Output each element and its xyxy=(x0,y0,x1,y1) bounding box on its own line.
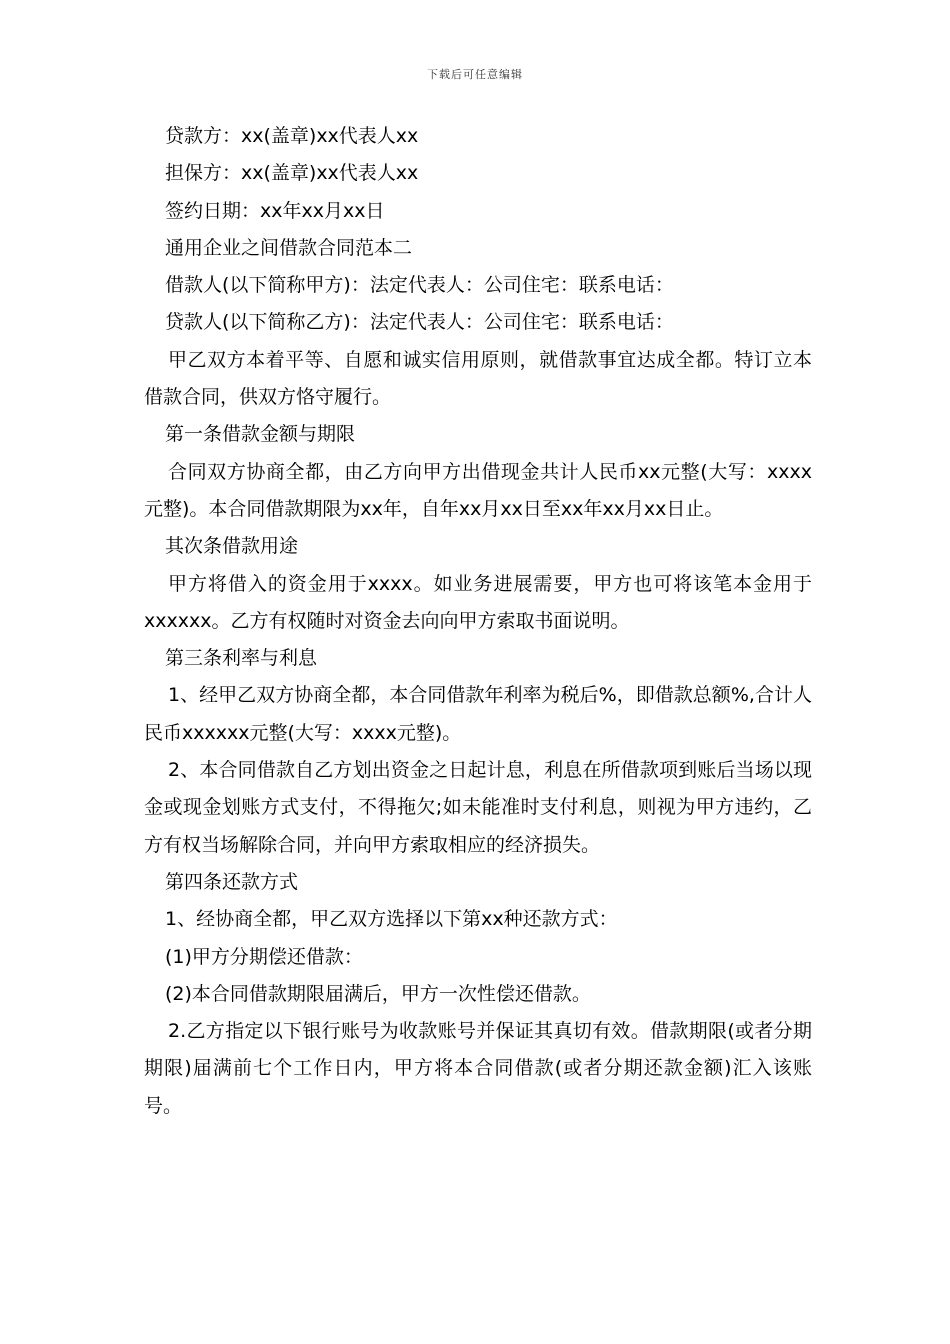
article-3-clause-2: 2、本合同借款自乙方划出资金之日起计息，利息在所借款项到账后当场以现金或现金划账方式支付，不得拖欠;如未能准时支付利息，则视为甲方违约，乙方有权当场解除合同，并向甲方索取相应的经济损失。 xyxy=(144,759,812,856)
borrower-info-line: 借款人(以下简称甲方)：法定代表人：公司住宅：联系电话： xyxy=(165,274,674,297)
article-1-body: 合同双方协商全都，由乙方向甲方出借现金共计人民币xx元整(大写：xxxx元整)。本合同借款期限为xx年，自年xx月xx日至xx年xx月xx日止。 xyxy=(144,460,812,520)
article-4-option-1: (1)甲方分期偿还借款： xyxy=(165,945,363,968)
lender-signature-line: 贷款方：xx(盖章)xx代表人xx xyxy=(165,125,419,147)
article-4-clause-1: 1、经协商全都，甲乙双方选择以下第xx种还款方式： xyxy=(165,908,618,931)
article-2-body: 甲方将借入的资金用于xxxx。如业务进展需要，甲方也可将该笔本金用于xxxxxx。乙方有权随时对资金去向向甲方索取书面说明。 xyxy=(144,572,812,632)
article-4-clause-2: 2.乙方指定以下银行账号为收款账号并保证其真切有效。借款期限(或者分期期限)届满前七个工作日内，甲方将本合同借款(或者分期还款金额)汇入该账号。 xyxy=(144,1020,812,1117)
document-body xyxy=(144,118,812,1125)
article-1-heading: 第一条借款金额与期限 xyxy=(165,423,356,446)
lender-info-line: 贷款人(以下简称乙方)：法定代表人：公司住宅：联系电话： xyxy=(165,311,674,334)
article-4-heading: 第四条还款方式 xyxy=(165,870,299,893)
contract-title: 通用企业之间借款合同范本二 xyxy=(165,236,413,259)
article-4-option-2: (2)本合同借款期限届满后，甲方一次性偿还借款。 xyxy=(165,982,591,1005)
article-2-heading: 其次条借款用途 xyxy=(165,535,299,558)
article-3-heading: 第三条利率与利息 xyxy=(165,647,318,670)
signing-date-line: 签约日期：xx年xx月xx日 xyxy=(165,199,385,222)
preamble-paragraph: 甲乙双方本着平等、自愿和诚实信用原则，就借款事宜达成全都。特订立本借款合同，供双方恪守履行。 xyxy=(144,348,812,409)
page-header: 下载后可任意编辑 xyxy=(427,68,523,81)
article-3-clause-1: 1、经甲乙双方协商全都，本合同借款年利率为税后%，即借款总额%,合计人民币xxxxxx元整(大写：xxxx元整)。 xyxy=(144,684,812,744)
guarantor-signature-line: 担保方：xx(盖章)xx代表人xx xyxy=(165,162,419,185)
